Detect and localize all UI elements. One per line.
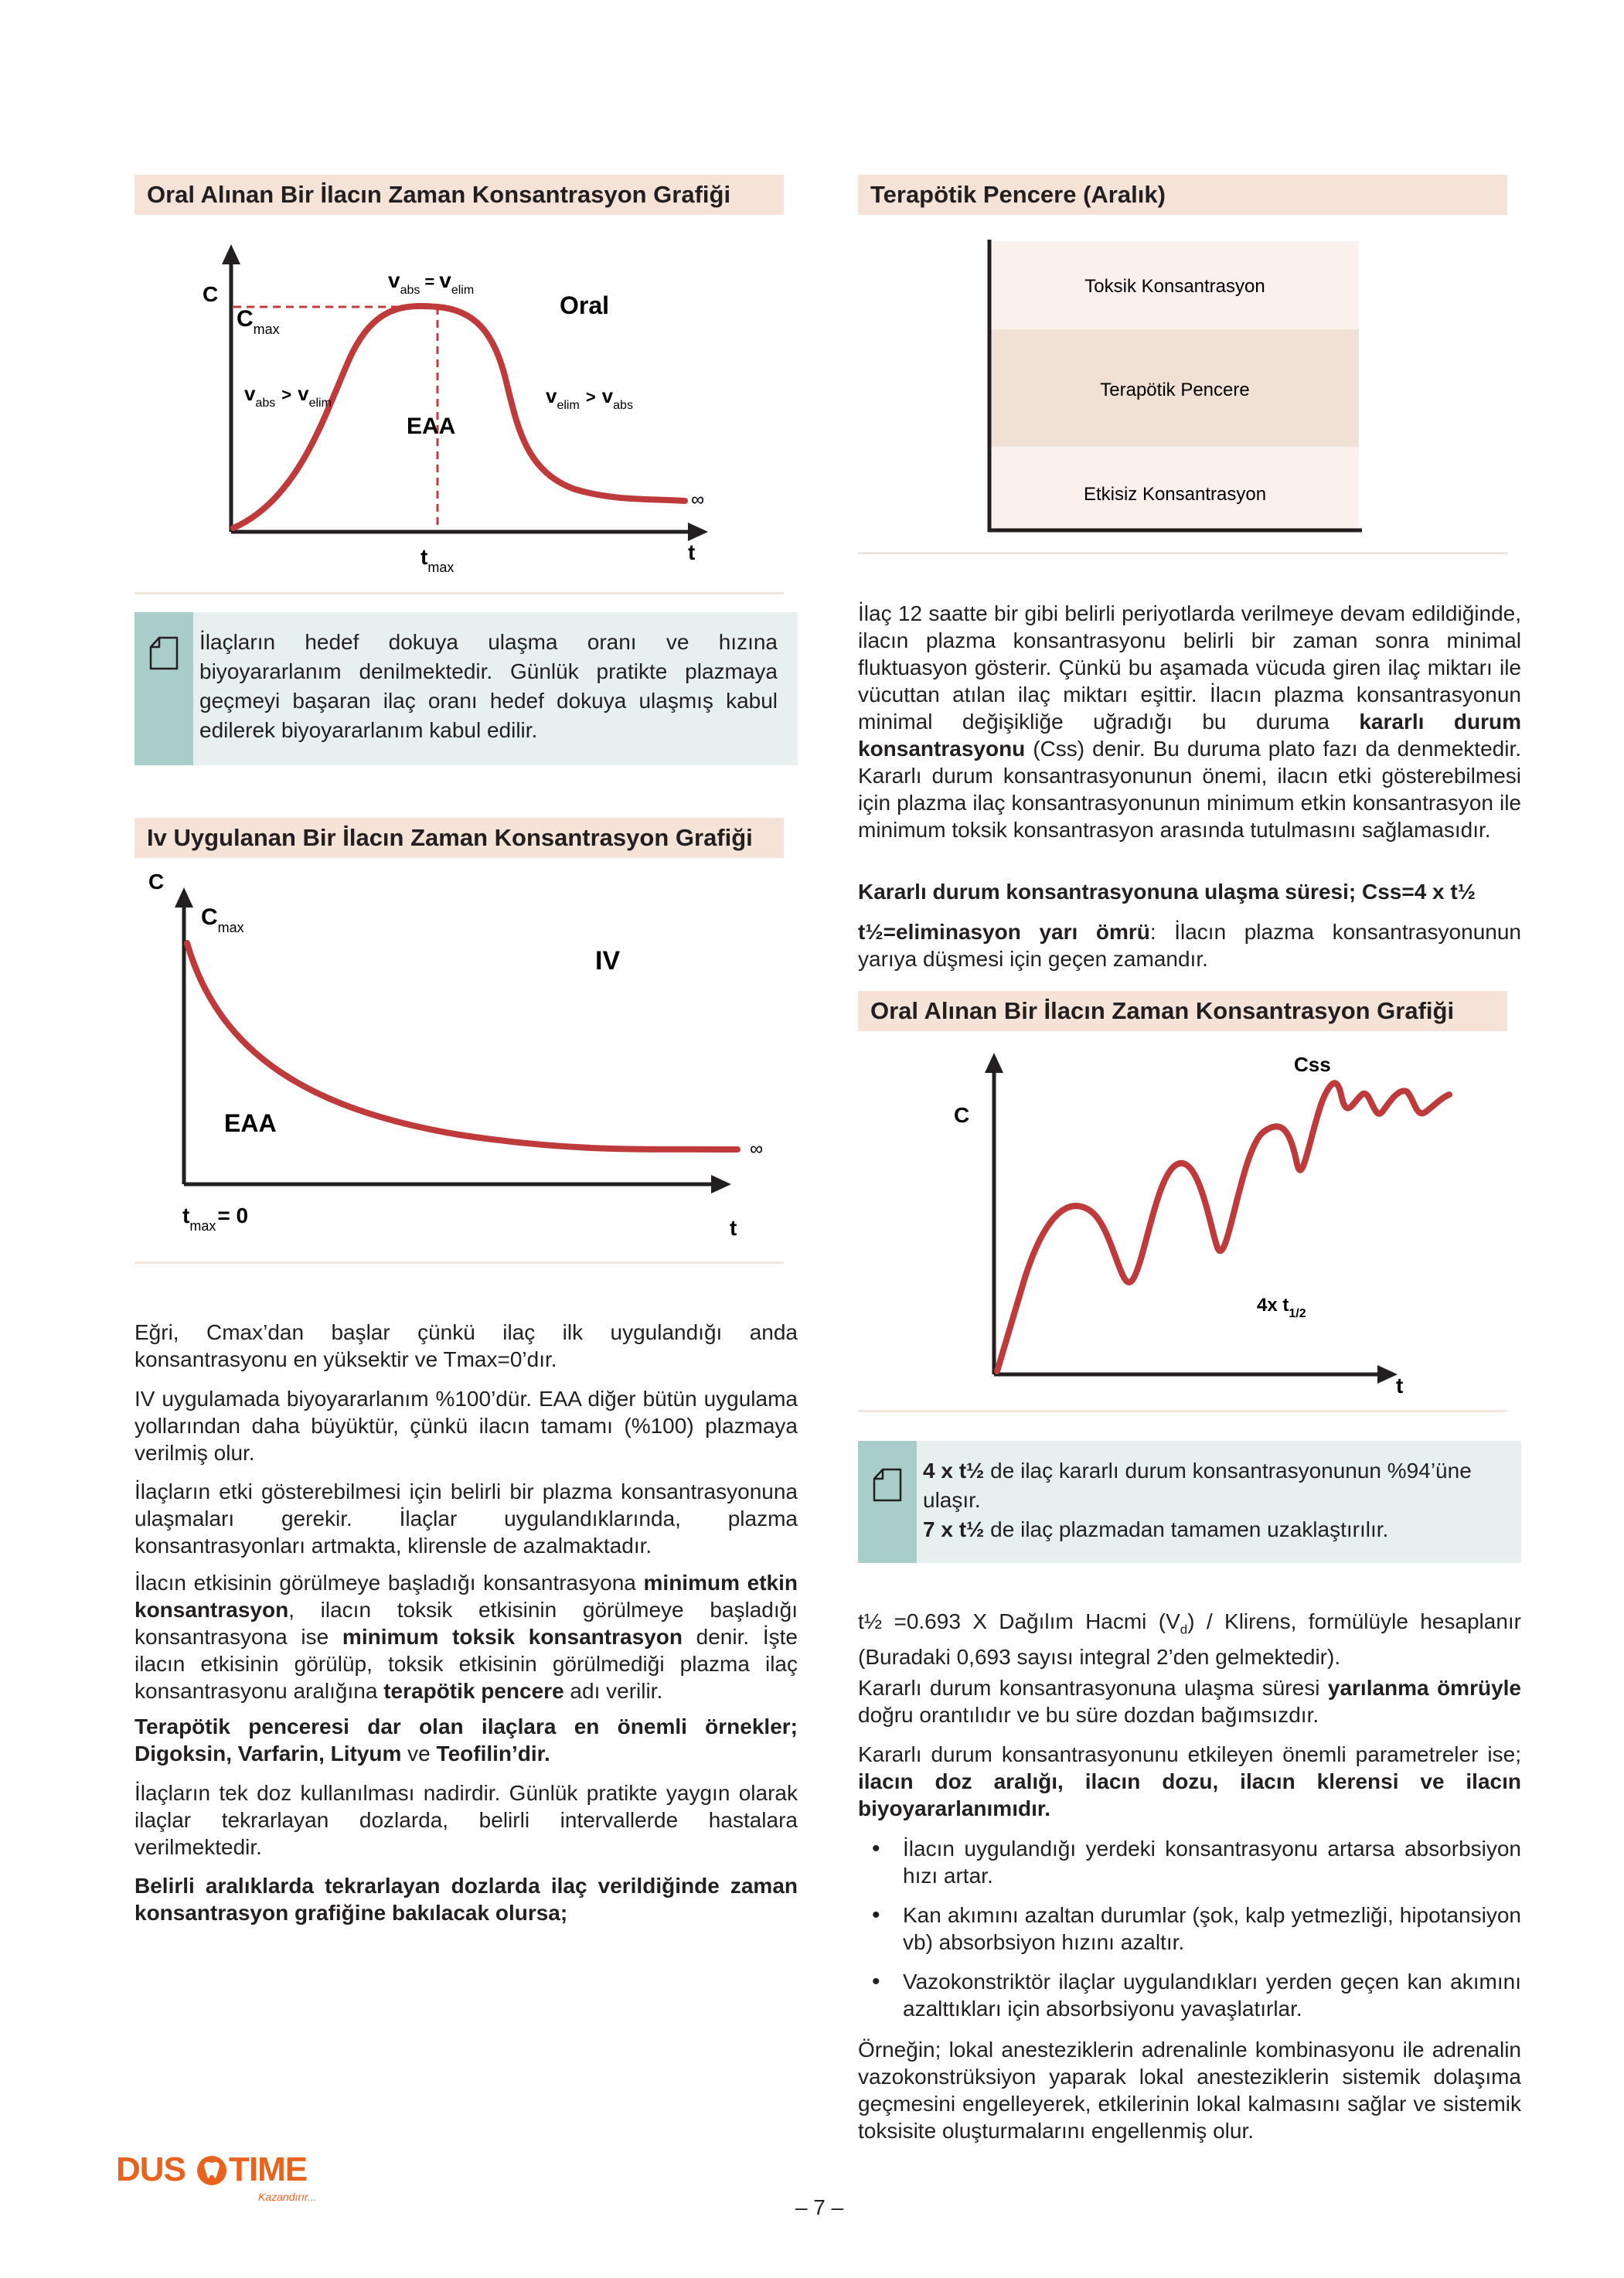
y-axis-label: C <box>954 1103 970 1127</box>
divider <box>134 1262 784 1264</box>
paragraph: İlacın etkisinin görülmeye başladığı konsantrasyona minimum etkin konsantrasyon, ilacın toksik etkisinin görülmeye başladığı konsantrasyona ise minimum toksik konsantrasyon denir. İşte ilacın etkisinin görülüp, toksik etkisinin görülmediği plazma ilaç konsantrasyonu aralığına terapötik pencere adı verilir. <box>134 1571 798 1703</box>
y-axis-arrow <box>222 244 240 264</box>
cmax-label: $C_{max}$ <box>237 306 280 337</box>
paragraph: t½=eliminasyon yarı ömrü: İlacın plazma konsantrasyonunun yarıya düşmesi için geçen zamandır. <box>858 920 1521 971</box>
half-life-label: 4x $t_{1/2}$ <box>1257 1295 1306 1320</box>
concentration-curve <box>233 306 685 528</box>
paragraph: Belirli aralıklarda tekrarlayan dozlarda ilaç verildiğinde zaman konsantrasyon grafiğine bakılacak olursa; <box>134 1874 798 1925</box>
oral-concentration-chart <box>134 224 784 587</box>
divider <box>858 1410 1507 1412</box>
tmax-label: $t_{max}$ <box>420 545 455 575</box>
iv-label: IV <box>595 946 621 976</box>
dustime-logo <box>116 2150 348 2212</box>
concentration-curve <box>997 1083 1449 1371</box>
css-chart-heading: Oral Alınan Bir İlacın Zaman Konsantrasyon Grafiği <box>858 991 1507 1031</box>
band-label-toxic: Toksik Konsantrasyon <box>1084 276 1265 297</box>
iv-concentration-chart <box>134 863 784 1265</box>
x-axis-label: t <box>1396 1374 1404 1398</box>
paragraph: Örneğin; lokal anesteziklerin adrenalinle kombinasyonu ile adrenalin vazokonstrüksiyon yaparak lokal anesteziklerin sistemik dolaşıma geçmesini engelleyerek, etkilerinin lokal kalmasını sağlar ve sistemik toksisite oluşturmalarını engellenmiş olur. <box>858 2038 1521 2143</box>
y-axis-label: C <box>148 870 165 894</box>
note-icon <box>148 635 179 671</box>
info-note-box <box>134 612 798 765</box>
therapeutic-window-chart <box>858 224 1507 557</box>
iv-chart-heading: Iv Uygulanan Bir İlacın Zaman Konsantrasyon Grafiği <box>134 818 784 858</box>
x-axis-arrow <box>1377 1365 1398 1384</box>
page-number: – 7 – <box>795 2195 844 2219</box>
elimination-phase-label: $v_{elim}$ > $v_{abs}$ <box>546 384 633 412</box>
x-axis-arrow <box>688 523 708 541</box>
note-text: 4 x t½ de ilaç kararlı durum konsantrasyonunun %94’üne ulaşır. 7 x t½ de ilaç plazmadan tamamen uzaklaştırılır. <box>923 1459 1472 1541</box>
absorption-phase-label: $v_{abs}$ > $v_{elim}$ <box>244 382 332 410</box>
paragraph: İlaçların etki gösterebilmesi için belirli bir plazma konsantrasyonuna ulaşmaları gerekir. İlaçlar uygulandıklarında, plazma konsantrasyonları artmakta, klirensle de azalmaktadır. <box>134 1480 798 1558</box>
vabs-equals-velim-label: $v_{abs}$ = $v_{elim}$ <box>388 268 475 297</box>
band-label-ineffective: Etkisiz Konsantrasyon <box>1083 484 1267 505</box>
paragraph: Kararlı durum konsantrasyonunu etkileyen önemli parametreler ise; ilacın doz aralığı, ilacın dozu, ilacın klerensi ve ilacın biyoyararlanımıdır. <box>858 1742 1521 1820</box>
paragraph: Kararlı durum konsantrasyonuna ulaşma süresi; Css=4 x t½ <box>858 880 1476 904</box>
tooth-icon <box>196 2154 227 2188</box>
x-axis-label: t <box>688 540 696 564</box>
x-axis-label: t <box>730 1216 737 1240</box>
infinity-label: ∞ <box>691 489 705 510</box>
oral-chart-heading: Oral Alınan Bir İlacın Zaman Konsantrasyon Grafiği <box>134 175 784 215</box>
logo-tagline: Kazandırır... <box>258 2191 317 2203</box>
infinity-label: ∞ <box>750 1139 764 1159</box>
paragraph: IV uygulamada biyoyararlanım %100’dür. EAA diğer bütün uygulama yollarından daha büyüktür, çünkü ilacın tamamı (%100) plazmaya verilmiş olur. <box>134 1387 798 1465</box>
paragraph: Eğri, Cmax’dan başlar çünkü ilaç ilk uygulandığı anda konsantrasyonu en yüksektir ve Tmax=0’dır. <box>134 1320 798 1371</box>
y-axis-arrow <box>985 1053 1003 1073</box>
cmax-label: $C_{max}$ <box>201 904 244 935</box>
css-label: Css <box>1294 1053 1331 1076</box>
paragraph: t½ =0.693 X Dağılım Hacmi $(V_d)$ / Klirens, formülüyle hesaplanır (Buradaki 0,693 sayısı integral 2’den gelmektedir). <box>858 1609 1521 1669</box>
y-axis-arrow <box>175 887 193 907</box>
band-label-therapeutic: Terapötik Pencere <box>1100 380 1250 400</box>
bullet-list <box>858 1835 1521 2035</box>
therapeutic-window-heading: Terapötik Pencere (Aralık) <box>858 175 1507 215</box>
paragraph: Kararlı durum konsantrasyonuna ulaşma süresi yarılanma ömrüyle doğru orantılıdır ve bu süre dozdan bağımsızdır. <box>858 1676 1521 1727</box>
note-icon <box>872 1467 903 1503</box>
divider <box>134 592 784 594</box>
oral-label: Oral <box>560 291 610 319</box>
logo-text-time: TIME <box>229 2150 308 2188</box>
y-axis-label: C <box>203 282 219 306</box>
x-axis-arrow <box>711 1175 731 1193</box>
list-item: • Vazokonstriktör ilaçlar uygulandıkları yerden geçen kan akımını azalttıkları için absorbsiyonu yavaşlatırlar. <box>858 1968 1521 2022</box>
eaa-label: EAA <box>407 414 456 439</box>
steady-state-chart <box>858 1040 1523 1404</box>
list-item: • Kan akımını azaltan durumlar (şok, kalp yetmezliği, hipotansiyon vb) absorbsiyon hızını azaltır. <box>858 1902 1521 1956</box>
paragraph: İlaç 12 saatte bir gibi belirli periyotlarda verilmeye devam edildiğinde, ilacın plazma konsantrasyonu belirli bir zaman sonra minimal fluktuasyon gösterir. Çünkü bu aşamada vücuda giren ilaç miktarı ile vücuttan atılan ilaç miktarı eşittir. İlacın plazma konsantrasyonun minimal değişikliğe uğradığı bu duruma kararlı durum konsantrasyonu (Css) denir. Bu duruma plato fazı da denmektedir. Kararlı durum konsantrasyonunun önemi, ilacın etki gösterebilmesi için plazma ilaç konsantrasyonunun minimum etkin konsantrasyon ile minimum toksik konsantrasyon arasında tutulmasını sağlamasıdır. <box>858 601 1521 842</box>
eaa-label: EAA <box>224 1109 277 1137</box>
list-item: • İlacın uygulandığı yerdeki konsantrasyonu artarsa absorbsiyon hızı artar. <box>858 1835 1521 1889</box>
note-text: İlaçların hedef dokuya ulaşma oranı ve hızına biyoyararlanım denilmektedir. Günlük pratikte plazmaya geçmeyi başaran ilaç oranı hedef dokuya ulaşmış kabul edilerek biyoyararlanım kabul edilir. <box>199 630 778 742</box>
paragraph: İlaçların tek doz kullanılması nadirdir. Günlük pratikte yaygın olarak ilaçlar tekrarlayan dozlarda, belirli intervallerde hastalara verilmektedir. <box>134 1781 798 1859</box>
paragraph: Terapötik penceresi dar olan ilaçlara en önemli örnekler; Digoksin, Varfarin, Lityum ve Teofilin’dir. <box>134 1714 798 1766</box>
logo-text-dus: DUS <box>116 2150 186 2188</box>
divider <box>858 552 1507 554</box>
info-note-box <box>858 1441 1521 1563</box>
tmax-label: $t_{max}= 0$ <box>182 1204 249 1234</box>
